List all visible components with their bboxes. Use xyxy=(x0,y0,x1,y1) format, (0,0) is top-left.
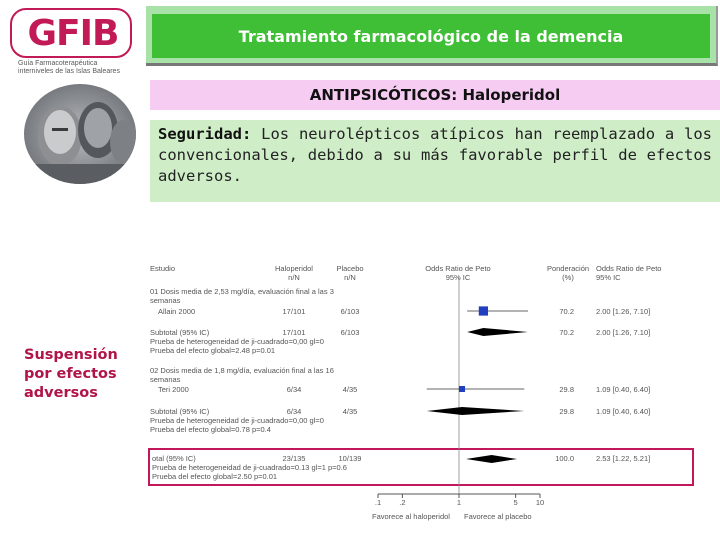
safety-text: Los neurolépticos atípicos han reemplazado a los convencionales, debido a su más favorable perfil de efectos adversos. xyxy=(158,125,712,185)
axis-tick-label: 5 xyxy=(513,498,518,507)
forest-plot-graphic xyxy=(146,258,706,524)
safety-box xyxy=(150,120,720,202)
total-halo: 23/135 xyxy=(282,454,306,463)
logo-subtitle-line2: interniveles de las Islas Baleares xyxy=(18,68,120,75)
group2-sub-halo: 6/34 xyxy=(286,407,302,416)
total-heterogeneity: Prueba de heterogeneidad de ji-cuadrado=0.13 gl=1 p=0.6 xyxy=(152,463,347,472)
group1-sub-plac: 6/103 xyxy=(340,328,360,337)
group1-halo: 17/101 xyxy=(282,307,306,316)
header-weight-sub: (%) xyxy=(562,273,574,282)
group2-heterogeneity: Prueba de heterogeneidad de ji-cuadrado=0,00 gl=0 xyxy=(150,416,324,425)
side-label-line2: por efectos xyxy=(24,366,117,382)
axis-left-label: Favorece al haloperidol xyxy=(372,512,450,521)
axis-tick-label: 1 xyxy=(456,498,462,507)
title-bar xyxy=(146,6,718,66)
total-plac: 10/139 xyxy=(338,454,362,463)
group1-study: Allain 2000 xyxy=(158,307,196,316)
group2-or-text: 1.09 [0.40, 6.40] xyxy=(596,385,651,394)
header-odds-ratio-sub: 95% IC xyxy=(445,273,471,282)
side-label-line1: Suspensión xyxy=(24,347,118,363)
group2-title1: 02 Dosis media de 1,8 mg/día, evaluación final a las 16 xyxy=(150,366,334,375)
header-odds-ratio-2: Odds Ratio de Peto xyxy=(596,264,662,273)
section-subtitle: ANTIPSICÓTICOS: Haloperidol xyxy=(309,86,561,104)
group1-sub-halo: 17/101 xyxy=(282,328,306,337)
group1-subtotal-label: Subtotal (95% IC) xyxy=(150,328,210,337)
group1-effect: Prueba del efecto global=2.48 p=0.01 xyxy=(150,346,276,355)
axis-tick-label: .2 xyxy=(399,498,406,507)
subtotal-diamond xyxy=(467,328,528,336)
group1-heterogeneity: Prueba de heterogeneidad de ji-cuadrado=0,00 gl=0 xyxy=(150,337,324,346)
logo-brand: GFIB xyxy=(27,13,119,54)
study-marker xyxy=(459,386,465,392)
header-haloperidol-sub: n/N xyxy=(288,273,300,282)
header-haloperidol: Haloperidol xyxy=(275,264,313,273)
subtotal-diamond xyxy=(427,407,525,415)
axis-tick-label: .1 xyxy=(374,498,382,507)
header-placebo: Placebo xyxy=(336,264,364,273)
header-study: Estudio xyxy=(150,264,176,273)
header-placebo-sub: n/N xyxy=(344,273,356,282)
group2-effect: Prueba del efecto global=0.78 p=0.4 xyxy=(150,425,271,434)
group2-plac: 4/35 xyxy=(342,385,358,394)
elderly-people-photo xyxy=(24,84,136,184)
group2-study: Teri 2000 xyxy=(158,385,189,394)
group2-title2: semanas xyxy=(150,375,181,384)
group1-plac: 6/103 xyxy=(340,307,360,316)
total-or-text: 2.53 [1.22, 5.21] xyxy=(596,454,651,463)
group1-title2: semanas xyxy=(150,296,181,305)
forest-plot xyxy=(146,258,706,524)
side-label-line3: adversos xyxy=(24,385,98,401)
title-bar-inner xyxy=(152,14,710,58)
group2-subtotal-label: Subtotal (95% IC) xyxy=(150,407,210,416)
axis-right-label: Favorece al placebo xyxy=(464,512,532,521)
group2-halo: 6/34 xyxy=(286,385,302,394)
header-odds-ratio-2-sub: 95% IC xyxy=(596,273,621,282)
total-effect: Prueba del efecto global=2.50 p=0.01 xyxy=(152,472,278,481)
safety-label: Seguridad: xyxy=(158,125,252,143)
header-weight: Ponderación xyxy=(546,264,590,273)
logo-frame xyxy=(10,8,132,58)
page-title: Tratamiento farmacológico de la demencia xyxy=(238,26,624,46)
group1-or-text: 2.00 [1.26, 7.10] xyxy=(596,307,651,316)
study-marker xyxy=(479,306,488,315)
logo-subtitle-line1: Guía Farmacoterapéutica xyxy=(18,60,98,67)
group2-weight: 29.8 xyxy=(559,385,574,394)
total-weight: 100.0 xyxy=(555,454,574,463)
group1-sub-weight: 70.2 xyxy=(559,328,574,337)
axis-tick-label: 10 xyxy=(535,498,545,507)
total-label: otal (95% IC) xyxy=(152,454,196,463)
header-odds-ratio: Odds Ratio de Peto xyxy=(425,264,491,273)
group1-title1: 01 Dosis media de 2,53 mg/día, evaluación final a las 3 xyxy=(150,287,334,296)
group1-weight: 70.2 xyxy=(559,307,574,316)
side-label xyxy=(24,346,136,403)
group2-sub-weight: 29.8 xyxy=(559,407,574,416)
group2-sub-plac: 4/35 xyxy=(342,407,358,416)
safety-paragraph xyxy=(158,124,712,187)
logo-subtitle xyxy=(18,60,142,76)
group2-sub-or-text: 1.09 [0.40, 6.40] xyxy=(596,407,651,416)
section-subtitle-box xyxy=(150,80,720,110)
total-diamond xyxy=(466,455,517,463)
gfib-logo xyxy=(10,8,134,78)
group1-sub-or-text: 2.00 [1.26, 7.10] xyxy=(596,328,651,337)
